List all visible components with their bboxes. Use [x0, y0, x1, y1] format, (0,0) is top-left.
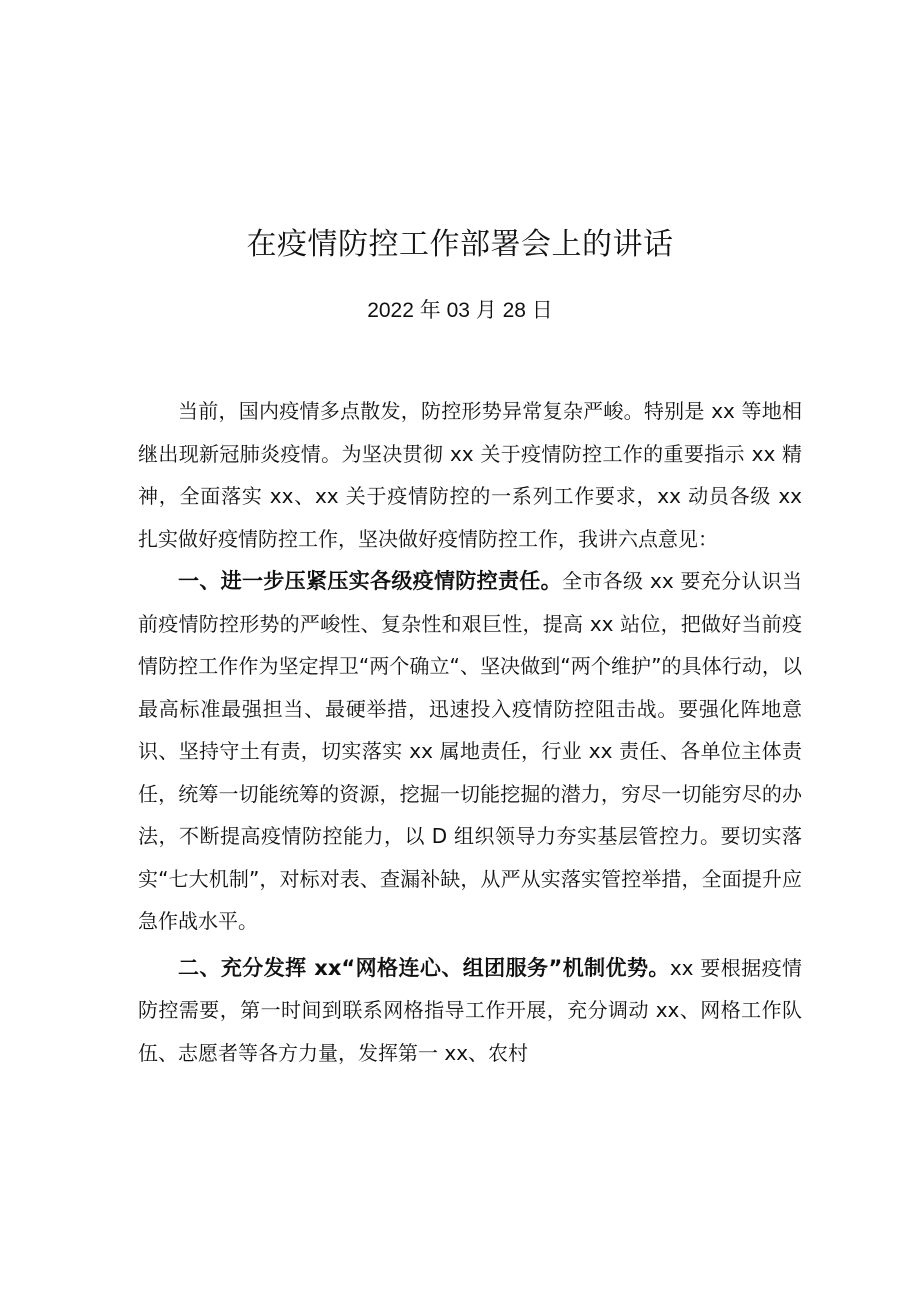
section-heading: 一、进一步压紧压实各级疫情防控责任。 — [178, 569, 562, 593]
document-date: 2022 年 03 月 28 日 — [367, 299, 553, 322]
paragraph-text: 全市各级 xx 要充分认识当前疫情防控形势的严峻性、复杂性和艰巨性，提高 xx 站位，把做好当前疫情防控工作作为坚定捍卫“两个确立“、坚决做到“两个维护”的具体行动，以最高标准最强担当、最硬举措，迅速投入疫情防控阻击战。要强化阵地意识、坚持守土有责，切实落实 xx 属地责任，行业 xx 责任、各单位主体责任，统筹一切能统筹的资源，挖掘一切能挖掘的潜力，穷尽一切能穷尽的办法，不断提高疫情防控能力，以 D 组织领导力夯实基层管控力。要切实落实“七大机制”，对标对表、查漏补缺，从严从实落实管控举措，全面提升应急作战水平。 — [138, 569, 803, 933]
paragraph-text: xx 要根据疫情防控需要，第一时间到联系网格指导工作开展，充分调动 xx、网格工作队伍、志愿者等各方力量，发挥第一 xx、农村 — [138, 955, 802, 1065]
paragraph-intro — [138, 390, 802, 560]
paragraph-text: 当前，国内疫情多点散发，防控形势异常复杂严峻。特别是 xx 等地相继出现新冠肺炎疫情。为坚决贯彻 xx 关于疫情防控工作的重要指示 xx 精神，全面落实 xx、xx 关于疫情防控的一系列工作要求，xx 动员各级 xx 扎实做好疫情防控工作，坚决做好疫情防控工作，我讲六点意见： — [138, 399, 802, 551]
paragraph-section-1 — [138, 560, 802, 943]
document-body — [138, 390, 802, 1074]
section-heading: 二、充分发挥 xx“网格连心、组团服务”机制优势。 — [178, 955, 670, 980]
document-title: 在疫情防控工作部署会上的讲话 — [246, 227, 674, 262]
paragraph-section-2 — [138, 947, 802, 1075]
